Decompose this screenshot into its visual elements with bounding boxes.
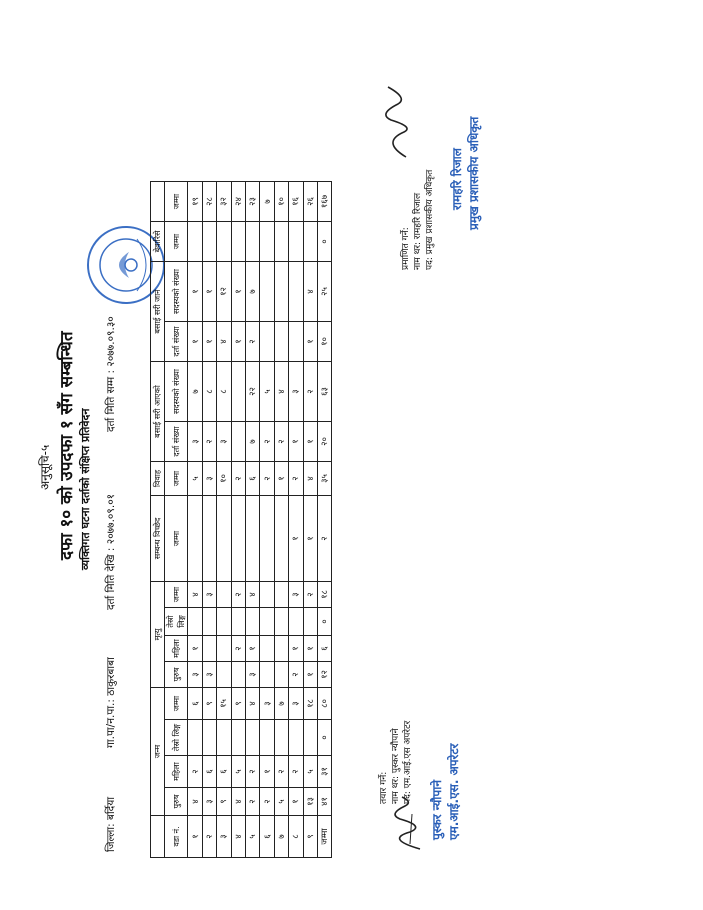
table-cell: ४ xyxy=(188,582,202,608)
table-row xyxy=(202,182,216,858)
table-cell xyxy=(231,720,245,756)
table-cell: ९ xyxy=(217,788,231,816)
table-cell xyxy=(289,322,303,362)
certified-signature xyxy=(376,82,421,162)
table-cell: ३ xyxy=(188,422,202,462)
table-cell: ५ xyxy=(188,462,202,496)
ward-cell: २ xyxy=(202,816,216,858)
table-row xyxy=(217,182,231,858)
column-header: सदस्यको संख्या xyxy=(165,262,188,322)
table-cell: ८ xyxy=(202,362,216,422)
ward-cell: ४ xyxy=(231,816,245,858)
table-cell: २० xyxy=(317,422,331,462)
table-cell: ६ xyxy=(317,636,331,662)
table-cell xyxy=(217,636,231,662)
table-cell: १० xyxy=(274,182,288,222)
column-header: वडा नं. xyxy=(165,816,188,858)
table-cell xyxy=(260,322,274,362)
table-cell: १० xyxy=(317,322,331,362)
prepared-post: पद: एम.आई.एस अपरेटर xyxy=(403,720,413,804)
table-row xyxy=(231,182,245,858)
table-cell xyxy=(217,582,231,608)
table-cell: १ xyxy=(303,422,317,462)
table-cell xyxy=(231,422,245,462)
table-cell: ६ xyxy=(245,462,259,496)
table-cell: ३ xyxy=(289,582,303,608)
table-cell xyxy=(245,496,259,582)
table-cell: ७ xyxy=(274,688,288,720)
table-cell xyxy=(202,636,216,662)
certified-post: पद: प्रमुख प्रशासकीय अधिकृत xyxy=(425,169,435,270)
table-cell: ३ xyxy=(289,362,303,422)
table-cell: २ xyxy=(231,636,245,662)
column-header: तेस्रो लिङ्ग xyxy=(165,608,188,636)
ward-cell: ७ xyxy=(274,816,288,858)
ward-cell: ९ xyxy=(303,816,317,858)
table-cell xyxy=(245,222,259,262)
table-cell: ५ xyxy=(260,362,274,422)
table-cell: ४ xyxy=(188,788,202,816)
column-header: दर्ता संख्या xyxy=(165,322,188,362)
ward-cell: ३ xyxy=(217,816,231,858)
table-cell: २ xyxy=(303,362,317,422)
table-cell: १९ xyxy=(188,182,202,222)
column-header: जम्मा xyxy=(165,496,188,582)
table-cell xyxy=(289,608,303,636)
table-cell: ३ xyxy=(202,582,216,608)
table-cell xyxy=(231,662,245,688)
table-cell: २ xyxy=(231,582,245,608)
table-cell: ४ xyxy=(303,462,317,496)
table-cell: १ xyxy=(303,636,317,662)
prepared-by-block xyxy=(378,721,414,804)
column-header: जम्मा xyxy=(165,462,188,496)
table-cell: ३ xyxy=(188,662,202,688)
table-cell: ६३ xyxy=(317,362,331,422)
table-cell xyxy=(217,608,231,636)
ward-cell: जम्मा xyxy=(317,816,331,858)
table-cell: ४ xyxy=(217,322,231,362)
prepared-signature xyxy=(380,794,430,854)
table-cell xyxy=(202,222,216,262)
divorce-group-header: सम्बन्ध विच्छेद xyxy=(151,496,165,582)
table-cell: ३ xyxy=(217,422,231,462)
table-cell: १६ xyxy=(289,182,303,222)
table-cell xyxy=(303,222,317,262)
table-cell: १ xyxy=(289,422,303,462)
table-cell xyxy=(289,262,303,322)
table-cell xyxy=(202,720,216,756)
table-cell: २ xyxy=(289,462,303,496)
table-cell xyxy=(274,582,288,608)
certified-stamp xyxy=(448,117,482,230)
table-cell: २४ xyxy=(231,182,245,222)
table-cell xyxy=(188,608,202,636)
ward-cell: १ xyxy=(188,816,202,858)
table-cell xyxy=(231,362,245,422)
column-header: जम्मा xyxy=(165,582,188,608)
column-header-row xyxy=(165,182,188,858)
column-header: दर्ता संख्या xyxy=(165,422,188,462)
certified-by-block xyxy=(400,170,436,270)
prepared-label: तयार गर्ने: xyxy=(379,771,389,804)
table-cell: ३२ xyxy=(217,182,231,222)
table-cell xyxy=(260,222,274,262)
document-subtitle: व्यक्तिगत घटना दर्ताको संक्षिप्त प्रतिवेदन xyxy=(79,408,92,570)
table-cell: १२ xyxy=(217,262,231,322)
table-cell: १ xyxy=(188,322,202,362)
table-cell: ३१ xyxy=(317,756,331,788)
annex-label: अनुसूचि-५ xyxy=(38,444,52,490)
table-cell: ६ xyxy=(217,756,231,788)
table-cell xyxy=(260,720,274,756)
table-cell: ३ xyxy=(202,788,216,816)
table-cell: ७ xyxy=(245,262,259,322)
table-cell: १ xyxy=(231,262,245,322)
ward-cell: ६ xyxy=(260,816,274,858)
table-cell: ० xyxy=(317,720,331,756)
event-register-table xyxy=(150,181,332,858)
table-cell xyxy=(274,636,288,662)
table-cell xyxy=(274,262,288,322)
table-cell: ८ xyxy=(217,362,231,422)
district-label: जिल्ला: बर्दिया xyxy=(105,796,117,852)
table-cell: ० xyxy=(317,222,331,262)
table-cell: १५ xyxy=(217,688,231,720)
prepared-stamp-post: एम.आई.एस. अपरेटर xyxy=(447,743,461,840)
table-cell: १ xyxy=(289,788,303,816)
table-cell: ३ xyxy=(245,662,259,688)
table-cell: २ xyxy=(303,582,317,608)
table-cell: २८ xyxy=(202,182,216,222)
table-cell: ७ xyxy=(188,362,202,422)
table-cell: १८ xyxy=(317,582,331,608)
table-cell: २३ xyxy=(245,182,259,222)
table-cell: ५ xyxy=(274,788,288,816)
migration-in-group-header: बसाई सरी आएको xyxy=(151,362,165,462)
table-cell: १ xyxy=(303,322,317,362)
table-cell: १८ xyxy=(303,688,317,720)
column-header: सदस्यको संख्या xyxy=(165,362,188,422)
table-cell: १२ xyxy=(317,662,331,688)
table-cell: ३ xyxy=(202,462,216,496)
certified-stamp-name: रामहरि रिजाल xyxy=(450,148,464,210)
table-row xyxy=(260,182,274,858)
table-cell: २ xyxy=(274,422,288,462)
prepared-stamp xyxy=(428,744,462,840)
table-cell: १ xyxy=(245,636,259,662)
table-cell: २ xyxy=(289,662,303,688)
table-cell: २ xyxy=(231,462,245,496)
table-cell xyxy=(274,720,288,756)
table-cell: ७ xyxy=(260,182,274,222)
table-cell: ३५ xyxy=(317,462,331,496)
table-cell xyxy=(260,582,274,608)
certified-name: नाम थर: रामहरि रिजाल xyxy=(413,192,423,270)
table-cell xyxy=(260,662,274,688)
table-cell xyxy=(245,720,259,756)
table-body xyxy=(188,182,332,858)
table-cell: २ xyxy=(260,422,274,462)
migration-out-group-header: बसाई सरी जाने xyxy=(151,262,165,362)
table-cell: १ xyxy=(231,322,245,362)
table-cell: ४ xyxy=(245,688,259,720)
table-cell: ४ xyxy=(303,262,317,322)
marriage-group-header: विवाह xyxy=(151,462,165,496)
table-cell xyxy=(303,608,317,636)
table-cell: २२ xyxy=(245,362,259,422)
table-cell: ५ xyxy=(303,756,317,788)
prepared-stamp-name: पुस्कर न्यौपाने xyxy=(430,780,444,840)
table-cell: ५ xyxy=(231,756,245,788)
table-cell: २ xyxy=(317,496,331,582)
table-cell xyxy=(202,496,216,582)
table-cell: ३ xyxy=(260,688,274,720)
table-row xyxy=(245,182,259,858)
certified-label: प्रमाणित गर्ने: xyxy=(401,227,411,270)
prepared-name: नाम थर: पुस्कर न्यौपाने xyxy=(391,728,401,804)
table-cell xyxy=(260,636,274,662)
table-cell: १ xyxy=(289,636,303,662)
table-cell xyxy=(274,662,288,688)
table-row xyxy=(289,182,303,858)
blank-cell xyxy=(151,182,165,222)
column-header: जम्मा xyxy=(165,222,188,262)
death-group-header: मृत्यु xyxy=(151,582,165,688)
table-cell: ३ xyxy=(202,662,216,688)
column-header: महिला xyxy=(165,636,188,662)
table-cell: २ xyxy=(245,322,259,362)
ward-cell: ८ xyxy=(289,816,303,858)
table-cell xyxy=(289,720,303,756)
table-cell xyxy=(231,496,245,582)
table-cell: ० xyxy=(317,608,331,636)
table-row xyxy=(274,182,288,858)
table-cell: ६ xyxy=(202,756,216,788)
table-cell: ३ xyxy=(289,688,303,720)
table-cell: ४ xyxy=(245,582,259,608)
table-cell: १६७ xyxy=(317,182,331,222)
table-cell xyxy=(274,322,288,362)
table-cell xyxy=(274,222,288,262)
table-cell xyxy=(188,720,202,756)
table-cell xyxy=(217,720,231,756)
table-cell: २ xyxy=(289,756,303,788)
ward-cell: ५ xyxy=(245,816,259,858)
table-cell xyxy=(188,496,202,582)
table-cell: १ xyxy=(202,322,216,362)
date-from-label: दर्ता मिति देखि : २०७७.०९.०१ xyxy=(105,493,117,610)
column-header: तेस्रो लिङ्ग xyxy=(165,720,188,756)
table-cell: १ xyxy=(260,756,274,788)
table-cell: १ xyxy=(303,496,317,582)
table-cell: ९ xyxy=(202,688,216,720)
table-cell: २ xyxy=(260,788,274,816)
table-cell: २ xyxy=(202,422,216,462)
certified-stamp-post: प्रमुख प्रशासकीय अधिकृत xyxy=(467,116,481,230)
date-to-label: दर्ता मिति सम्म : २०७७.०९.३० xyxy=(105,316,117,432)
table-cell: १ xyxy=(289,496,303,582)
table-row xyxy=(188,182,202,858)
table-cell: ४ xyxy=(274,362,288,422)
table-cell: २५ xyxy=(317,262,331,322)
table-cell xyxy=(188,222,202,262)
table-cell xyxy=(260,608,274,636)
table-cell xyxy=(303,720,317,756)
table-cell: २ xyxy=(245,756,259,788)
table-cell: ८० xyxy=(317,688,331,720)
municipality-label: गा.पा/न.पा.: ठाकुरबाबा xyxy=(105,657,117,748)
table-cell: २ xyxy=(260,462,274,496)
table-cell: ७ xyxy=(245,422,259,462)
table-cell: १ xyxy=(303,662,317,688)
birth-group-header: जन्म xyxy=(151,688,165,816)
table-cell xyxy=(245,608,259,636)
table-cell: ६ xyxy=(188,688,202,720)
table-cell xyxy=(217,496,231,582)
column-header: जम्मा xyxy=(165,688,188,720)
blank-cell xyxy=(151,816,165,858)
table-cell xyxy=(231,608,245,636)
total-row xyxy=(317,182,331,858)
table-cell: १ xyxy=(274,462,288,496)
table-cell: १० xyxy=(217,462,231,496)
table-cell: १ xyxy=(188,262,202,322)
table-cell xyxy=(217,222,231,262)
table-row xyxy=(303,182,317,858)
table-cell: २ xyxy=(245,788,259,816)
table-cell xyxy=(202,608,216,636)
table-cell: १ xyxy=(202,262,216,322)
column-header: जम्मा xyxy=(165,182,188,222)
table-cell xyxy=(289,222,303,262)
column-header: पुरुष xyxy=(165,788,188,816)
table-cell xyxy=(260,262,274,322)
table-cell: २६ xyxy=(303,182,317,222)
document-title: दफा १० को उपदफा १ सँग सम्बन्धित xyxy=(57,331,77,560)
table-cell: २ xyxy=(188,756,202,788)
table-cell xyxy=(260,496,274,582)
table-cell: १ xyxy=(188,636,202,662)
table-cell: ९ xyxy=(231,688,245,720)
table-cell xyxy=(274,608,288,636)
table-cell: ४ xyxy=(231,788,245,816)
table-cell: २ xyxy=(274,756,288,788)
group-header-row xyxy=(151,182,165,858)
table-cell xyxy=(217,662,231,688)
table-cell xyxy=(231,222,245,262)
unclaimed-group-header: बेवारिसे xyxy=(151,222,165,262)
column-header: पुरुष xyxy=(165,662,188,688)
table-cell: १३ xyxy=(303,788,317,816)
table-cell xyxy=(274,496,288,582)
column-header: महिला xyxy=(165,756,188,788)
table-cell: ४१ xyxy=(317,788,331,816)
